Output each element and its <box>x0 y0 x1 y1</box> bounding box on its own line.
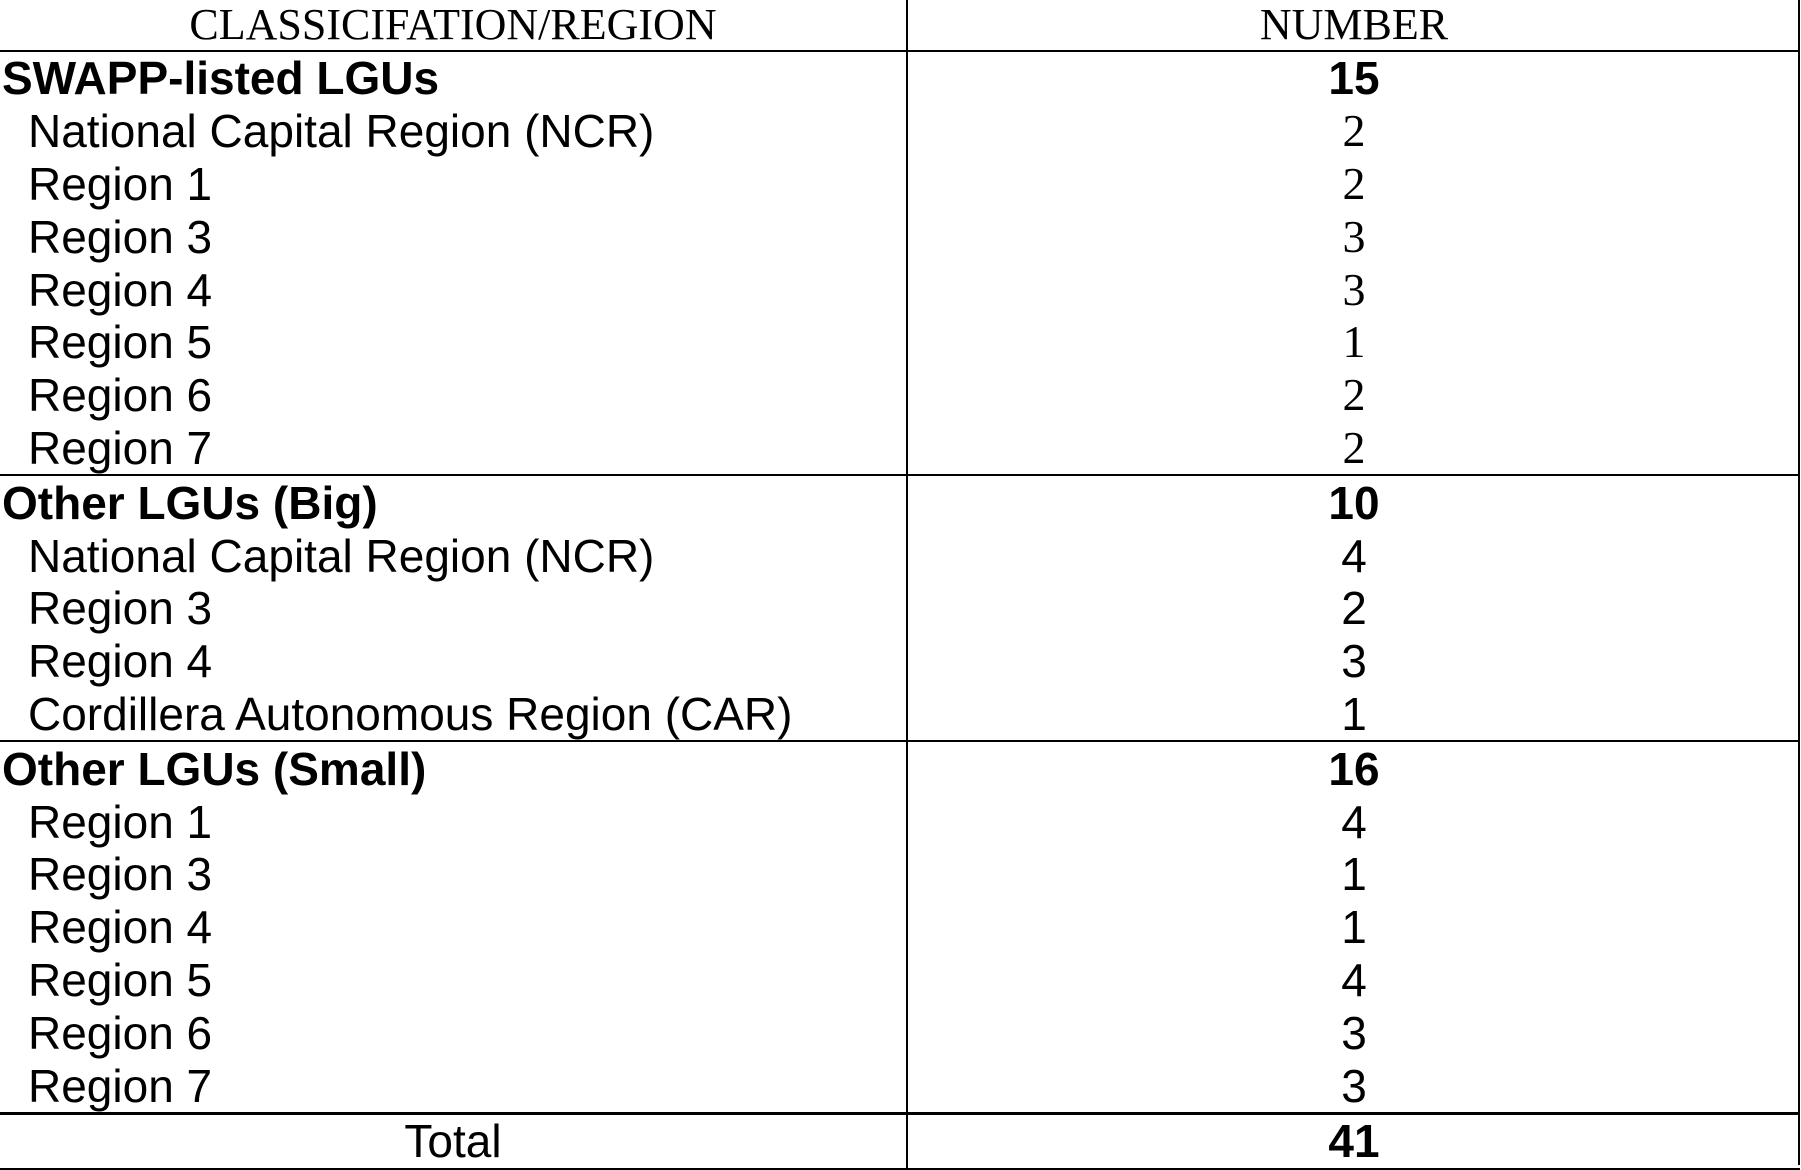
region-label: Region 4 <box>0 635 907 688</box>
region-label: Cordillera Autonomous Region (CAR) <box>0 688 907 742</box>
table-row <box>0 688 1800 742</box>
region-label: Region 4 <box>0 263 907 316</box>
region-label: Region 6 <box>0 369 907 422</box>
group-label: SWAPP-listed LGUs <box>0 51 907 105</box>
region-number: 3 <box>1342 263 1366 315</box>
region-number: 2 <box>1341 582 1367 635</box>
group-row <box>0 475 1800 529</box>
table-row <box>0 158 1800 211</box>
region-label: Region 7 <box>0 422 907 476</box>
group-number: 15 <box>1328 52 1380 105</box>
table-row <box>0 795 1800 848</box>
region-label: Region 1 <box>0 795 907 848</box>
group-number: 10 <box>907 475 1800 529</box>
region-number: 4 <box>1341 795 1367 848</box>
table-row <box>0 901 1800 954</box>
region-number: 3 <box>1341 1006 1367 1059</box>
region-number: 3 <box>1342 210 1366 262</box>
region-label: Region 5 <box>0 954 907 1007</box>
region-number: 2 <box>1342 157 1366 209</box>
table-row <box>0 529 1800 582</box>
table-row <box>0 210 1800 263</box>
region-number: 1 <box>1341 687 1367 740</box>
table-row <box>0 1006 1800 1059</box>
region-number: 2 <box>1342 369 1366 421</box>
table-row <box>0 105 1800 158</box>
region-number: 4 <box>1341 953 1367 1006</box>
total-label: Total <box>0 1113 907 1168</box>
region-number: 2 <box>1342 421 1366 473</box>
table-right-border <box>1798 0 1800 1165</box>
region-label: Region 4 <box>0 901 907 954</box>
region-label: National Capital Region (NCR) <box>0 529 907 582</box>
column-header-classification: CLASSICIFATION/REGION <box>0 0 907 51</box>
table-row <box>0 582 1800 635</box>
region-label: Region 3 <box>0 582 907 635</box>
region-number: 1 <box>1341 848 1367 901</box>
group-row <box>0 51 1800 105</box>
column-header-number: NUMBER <box>907 0 1800 51</box>
region-number: 3 <box>1341 635 1367 688</box>
region-label: National Capital Region (NCR) <box>0 105 907 158</box>
table-header-row <box>0 0 1800 51</box>
region-label: Region 3 <box>0 210 907 263</box>
total-row <box>0 1113 1800 1168</box>
region-label: Region 7 <box>0 1059 907 1113</box>
group-label: Other LGUs (Big) <box>0 475 907 529</box>
table-row <box>0 369 1800 422</box>
group-label: Other LGUs (Small) <box>0 741 907 795</box>
region-number: 1 <box>1341 901 1367 954</box>
group-number: 16 <box>907 741 1800 795</box>
table-row <box>0 848 1800 901</box>
table-row <box>0 1059 1800 1113</box>
region-label: Region 3 <box>0 848 907 901</box>
region-number: 3 <box>1341 1059 1367 1112</box>
table-row <box>0 316 1800 369</box>
region-number: 2 <box>1342 105 1366 157</box>
table-row <box>0 954 1800 1007</box>
region-number: 4 <box>1341 529 1367 582</box>
region-label: Region 6 <box>0 1006 907 1059</box>
table-row <box>0 635 1800 688</box>
total-number: 41 <box>907 1113 1800 1168</box>
region-label: Region 5 <box>0 316 907 369</box>
region-label: Region 1 <box>0 158 907 211</box>
table-row <box>0 263 1800 316</box>
table-row <box>0 422 1800 476</box>
group-row <box>0 741 1800 795</box>
region-number: 1 <box>1342 316 1366 368</box>
